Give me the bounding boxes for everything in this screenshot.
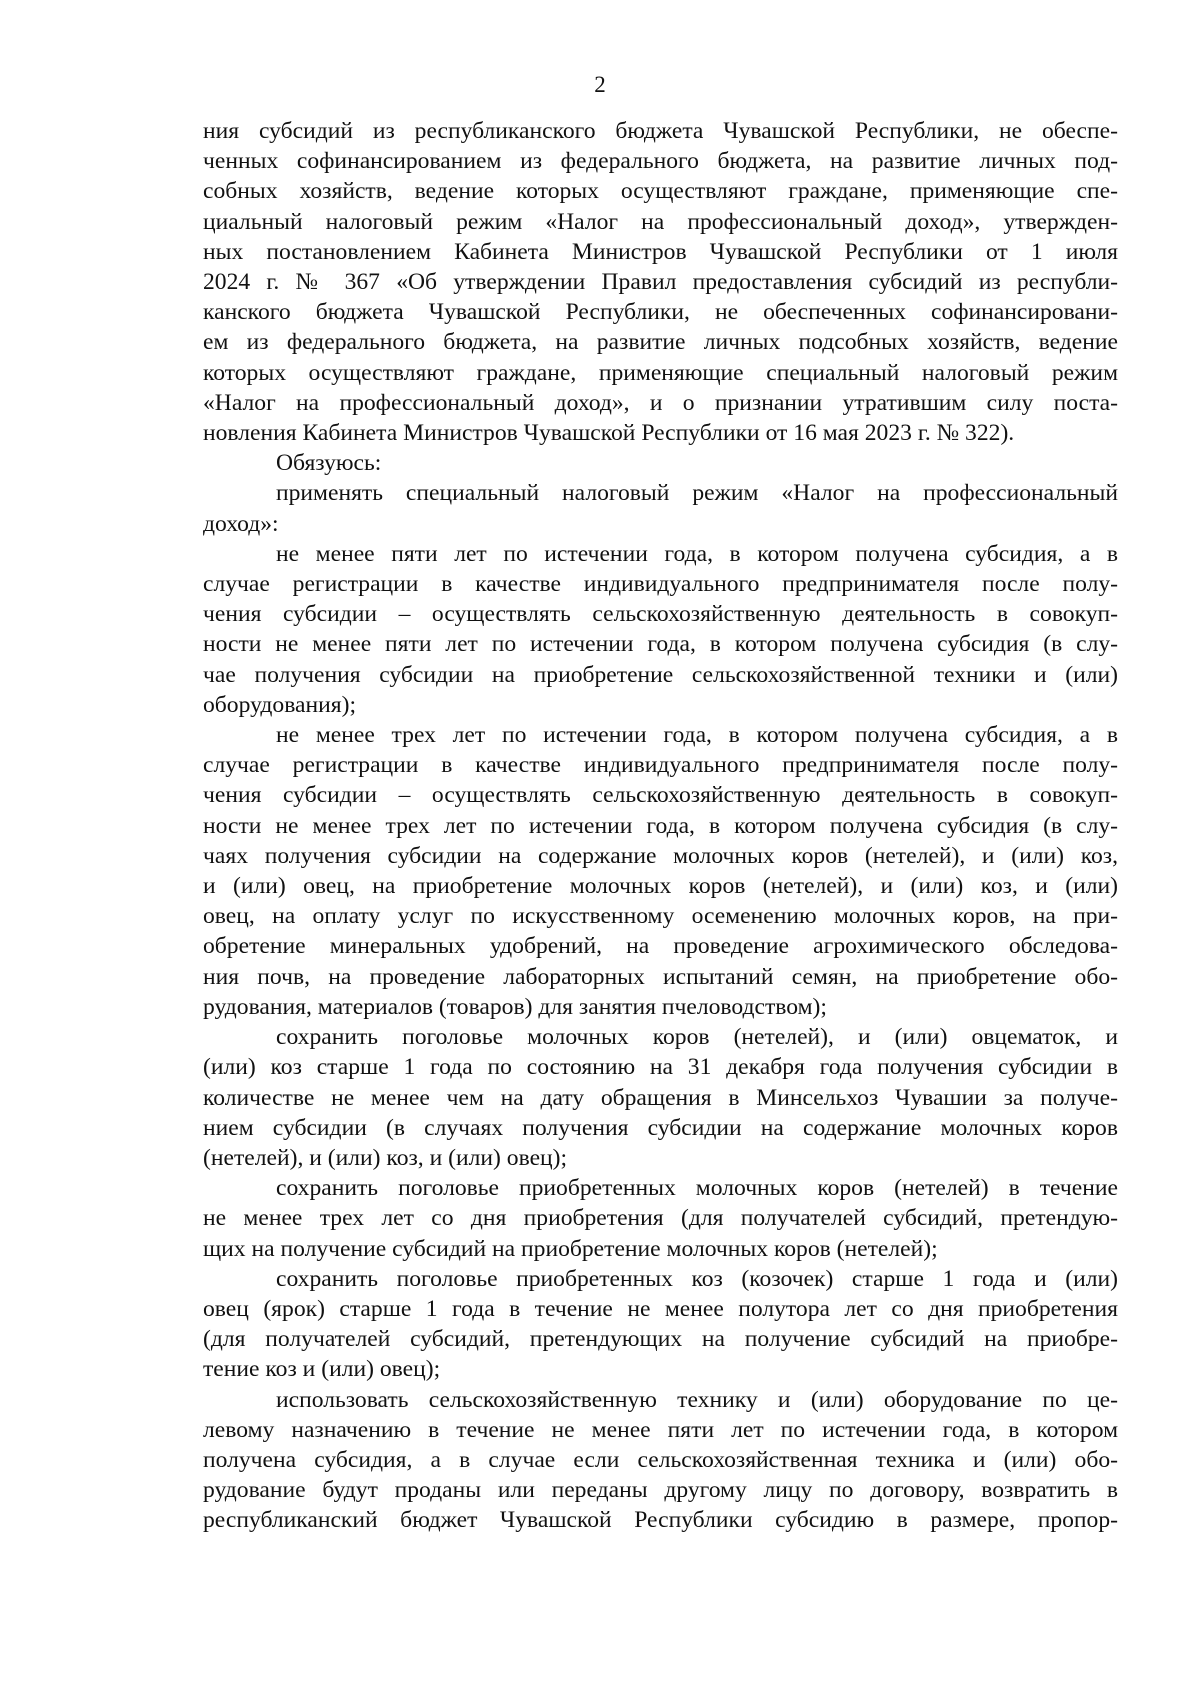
- text-line: оборудования);: [203, 691, 357, 718]
- text-line: случае регистрации в качестве индивидуального предпринимателя после полу-: [203, 571, 1118, 598]
- text-line: сохранить поголовье молочных коров (нетелей), и (или) овцематок, и: [276, 1024, 1118, 1051]
- text-line: канского бюджета Чувашской Республики, не обеспеченных софинансировани-: [203, 299, 1118, 326]
- text-line: рудования, материалов (товаров) для занятия пчеловодством);: [203, 993, 827, 1020]
- text-line: ности не менее трех лет по истечении года, в котором получена субсидия (в слу-: [203, 812, 1118, 839]
- text-line: республиканский бюджет Чувашской Республики субсидию в размере, пропор-: [203, 1507, 1118, 1534]
- paragraph: [203, 116, 1118, 448]
- text-line: не менее трех лет по истечении года, в котором получена субсидия, а в: [276, 722, 1118, 749]
- paragraph: [203, 1173, 1118, 1264]
- text-line: овец, на оплату услуг по искусственному осеменению молочных коров, на при-: [203, 903, 1118, 930]
- text-line: чае получения субсидии на приобретение сельскохозяйственной техники и (или): [203, 661, 1118, 688]
- paragraph: [203, 539, 1118, 720]
- text-line: чаях получения субсидии на содержание молочных коров (нетелей), и (или) коз,: [203, 842, 1118, 869]
- paragraph: [203, 1022, 1118, 1173]
- text-line: не менее трех лет со дня приобретения (для получателей субсидий, претендую-: [203, 1205, 1118, 1232]
- text-line: ния субсидий из республиканского бюджета Чувашской Республики, не обеспе-: [203, 118, 1118, 144]
- text-line: собных хозяйств, ведение которых осуществляют граждане, применяющие спе-: [203, 178, 1118, 205]
- text-line: новления Кабинета Министров Чувашской Республики от 16 мая 2023 г. № 322).: [203, 420, 1015, 447]
- text-line: чения субсидии – осуществлять сельскохозяйственную деятельность в совокуп-: [203, 782, 1118, 809]
- text-line: левому назначению в течение не менее пяти лет по истечении года, в котором: [203, 1416, 1118, 1443]
- text-line: Обязуюсь:: [276, 450, 382, 477]
- paragraph: [203, 1385, 1118, 1536]
- text-line: получена субсидия, а в случае если сельскохозяйственная техника и (или) обо-: [203, 1446, 1118, 1473]
- text-line: и (или) овец, на приобретение молочных коров (нетелей), и (или) коз, и (или): [203, 873, 1118, 900]
- document-body: [203, 116, 1118, 1536]
- text-line: тение коз и (или) овец);: [203, 1356, 441, 1383]
- text-line: нием субсидии (в случаях получения субсидии на содержание молочных коров: [203, 1114, 1118, 1141]
- text-line: которых осуществляют граждане, применяющие специальный налоговый режим: [203, 359, 1118, 386]
- paragraph: [203, 720, 1118, 1022]
- text-line: сохранить поголовье приобретенных коз (козочек) старше 1 года и (или): [276, 1265, 1118, 1292]
- text-line: чения субсидии – осуществлять сельскохозяйственную деятельность в совокуп-: [203, 601, 1118, 628]
- text-line: «Налог на профессиональный доход», и о признании утратившим силу поста-: [203, 389, 1118, 416]
- text-line: (нетелей), и (или) коз, и (или) овец);: [203, 1144, 568, 1171]
- text-line: ных постановлением Кабинета Министров Чувашской Республики от 1 июля: [203, 238, 1118, 265]
- text-line: количестве не менее чем на дату обращения в Минсельхоз Чувашии за получе-: [203, 1084, 1118, 1111]
- text-line: ния почв, на проведение лабораторных испытаний семян, на приобретение обо-: [203, 963, 1118, 990]
- text-line: 2024 г. № 367 «Об утверждении Правил предоставления субсидий из республи-: [203, 269, 1118, 296]
- text-line: не менее пяти лет по истечении года, в котором получена субсидия, а в: [276, 540, 1118, 567]
- text-line: циальный налоговый режим «Налог на профессиональный доход», утвержден-: [203, 208, 1118, 235]
- text-line: применять специальный налоговый режим «Налог на профессиональный: [276, 480, 1118, 507]
- page-number: 2: [594, 72, 606, 97]
- text-line: ности не менее пяти лет по истечении года, в котором получена субсидия (в слу-: [203, 631, 1118, 658]
- paragraph: [203, 448, 1118, 478]
- text-line: случае регистрации в качестве индивидуального предпринимателя после полу-: [203, 752, 1118, 779]
- text-line: доход»:: [203, 510, 279, 537]
- text-line: ем из федерального бюджета, на развитие личных подсобных хозяйств, ведение: [203, 329, 1118, 356]
- text-line: использовать сельскохозяйственную технику и (или) оборудование по це-: [276, 1386, 1118, 1413]
- text-line: щих на получение субсидий на приобретение молочных коров (нетелей);: [203, 1235, 938, 1262]
- text-line: (или) коз старше 1 года по состоянию на 31 декабря года получения субсидии в: [203, 1054, 1118, 1081]
- text-line: обретение минеральных удобрений, на проведение агрохимического обследова-: [203, 933, 1118, 960]
- text-line: (для получателей субсидий, претендующих на получение субсидий на приобре-: [203, 1326, 1118, 1353]
- text-line: овец (ярок) старше 1 года в течение не менее полутора лет со дня приобретения: [203, 1295, 1118, 1322]
- text-line: ченных софинансированием из федерального бюджета, на развитие личных под-: [203, 148, 1118, 175]
- text-line: сохранить поголовье приобретенных молочных коров (нетелей) в течение: [276, 1175, 1118, 1202]
- paragraph: [203, 1264, 1118, 1385]
- text-line: рудование будут проданы или переданы другому лицу по договору, возвратить в: [203, 1477, 1118, 1504]
- paragraph: [203, 478, 1118, 538]
